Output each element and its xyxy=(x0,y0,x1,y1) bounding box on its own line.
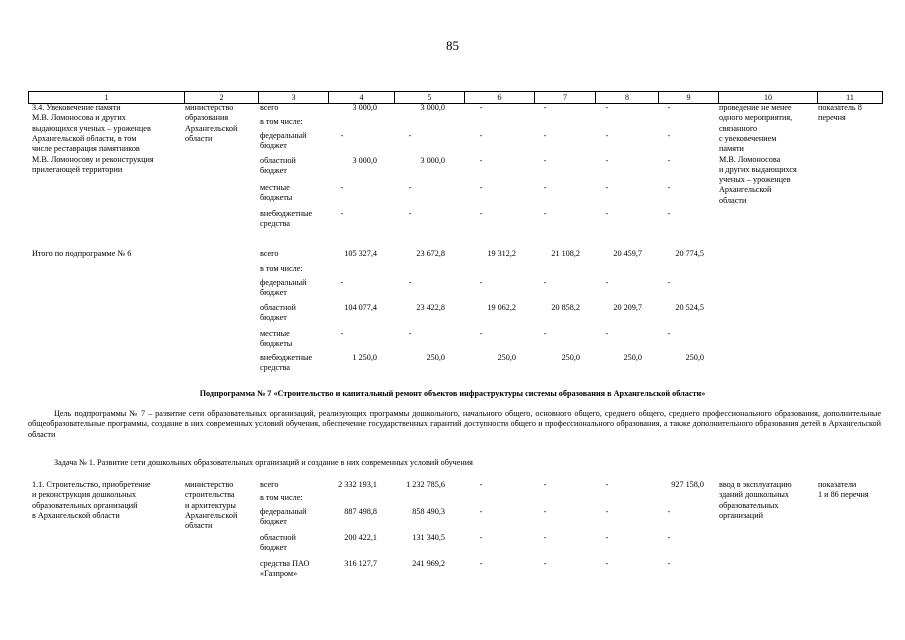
goal-paragraph xyxy=(28,409,881,440)
source-label: федеральный xyxy=(260,131,307,140)
table-cell-value: 23 672,8 xyxy=(416,249,445,258)
table-cell-value: - xyxy=(605,131,609,140)
source-label: всего xyxy=(260,103,279,112)
column-header: 8 xyxy=(595,92,658,103)
source-label: местные xyxy=(260,183,290,192)
table-cell-value: - xyxy=(479,209,483,218)
table-cell-value: 858 490,3 xyxy=(412,507,445,516)
table-cell-value: - xyxy=(543,559,547,568)
table-cell-value: - xyxy=(667,183,671,192)
table-cell-value: - xyxy=(605,533,609,542)
table-cell-value: - xyxy=(543,329,547,338)
column-header: 11 xyxy=(817,92,882,103)
table-cell-value: 250,0 xyxy=(623,353,642,362)
table-cell-value: 105 327,4 xyxy=(344,249,377,258)
table-cell-value: - xyxy=(479,533,483,542)
indicator-line: показатели xyxy=(818,480,857,489)
table-cell-value: - xyxy=(479,507,483,516)
table-cell-value: - xyxy=(543,533,547,542)
table-cell-value: 887 498,8 xyxy=(344,507,377,516)
table-cell-value: - xyxy=(479,131,483,140)
source-label: бюджет xyxy=(260,517,287,527)
table-cell-value: 200 422,1 xyxy=(344,533,377,542)
table-cell-value: - xyxy=(340,131,344,140)
source-label: бюджет xyxy=(260,166,287,176)
result-line: области xyxy=(719,195,747,205)
source-label: федеральный xyxy=(260,507,307,516)
table-cell-value: 104 077,4 xyxy=(344,303,377,312)
executor-line: области xyxy=(185,521,213,531)
result-line: памяти xyxy=(719,144,744,154)
table-cell-value: 250,0 xyxy=(561,353,580,362)
item-name-line: и реконструкция дошкольных xyxy=(32,490,137,500)
source-label: местные xyxy=(260,329,290,338)
table-cell-value: - xyxy=(667,156,671,165)
column-header: 5 xyxy=(394,92,464,103)
column-header: 4 xyxy=(328,92,394,103)
table-cell-value: 1 250,0 xyxy=(352,353,377,362)
table-cell-value: 250,0 xyxy=(497,353,516,362)
source-label: в том числе: xyxy=(260,493,303,502)
source-label: внебюджетные xyxy=(260,209,313,218)
table-cell-value: 927 158,0 xyxy=(671,480,704,489)
table-cell-value: - xyxy=(408,131,412,140)
executor-line: министерство xyxy=(185,103,234,112)
source-label: средства ПАО xyxy=(260,559,310,568)
table-cell-value: - xyxy=(543,507,547,516)
result-line: одного мероприятия, xyxy=(719,113,793,123)
table-cell-value: - xyxy=(408,183,412,192)
result-line: и других выдающихся xyxy=(719,164,797,174)
executor-line: министерство xyxy=(185,480,234,489)
table-cell-value: 19 312,2 xyxy=(487,249,516,258)
table-cell-value: 131 340,5 xyxy=(412,533,445,542)
source-label: бюджет xyxy=(260,313,287,323)
source-label: областной xyxy=(260,533,296,542)
table-cell-value: 3 000,0 xyxy=(352,156,377,165)
task-text: Задача № 1. Развитие сети дошкольных образовательных организаций и создание в них современных условий обучения xyxy=(54,458,473,467)
table-cell-value: - xyxy=(408,329,412,338)
executor-line: строительства xyxy=(185,490,235,500)
source-label: областной xyxy=(260,303,296,312)
source-label: федеральный xyxy=(260,278,307,287)
source-label: бюджет xyxy=(260,141,287,151)
source-label: «Газпром» xyxy=(260,569,298,579)
table-cell-value: - xyxy=(667,559,671,568)
page-number: 85 xyxy=(446,38,459,53)
column-header: 2 xyxy=(184,92,258,103)
item-name-line: Архангельской области, в том xyxy=(32,133,137,143)
table-cell-value: - xyxy=(605,156,609,165)
table-cell-value: - xyxy=(340,278,344,287)
indicator-line: перечня xyxy=(818,113,846,123)
table-cell-value: - xyxy=(479,559,483,568)
table-cell-value: 3 000,0 xyxy=(420,103,445,112)
indicator-line: 1 и 86 перечня xyxy=(818,490,869,500)
item-name-line: 3.4. Увековечение памяти xyxy=(32,103,121,112)
source-label: всего xyxy=(260,480,279,489)
table-cell-value: 20 209,7 xyxy=(613,303,642,312)
result-line: ученых – уроженцев xyxy=(719,175,791,185)
table-cell-value: - xyxy=(667,131,671,140)
table-cell-value: 1 232 785,6 xyxy=(406,480,445,489)
item-name-line: числе реставрация памятников xyxy=(32,144,140,154)
executor-line: области xyxy=(185,133,213,143)
total-name: Итого по подпрограмме № 6 xyxy=(32,249,132,258)
table-cell-value: - xyxy=(340,209,344,218)
column-header: 3 xyxy=(258,92,328,103)
result-line: М.В. Ломоносова xyxy=(719,154,781,164)
table-cell-value: - xyxy=(605,559,609,568)
table-cell-value: 20 858,2 xyxy=(551,303,580,312)
table-cell-value: - xyxy=(605,183,609,192)
table-cell-value: - xyxy=(543,156,547,165)
table-cell-value: - xyxy=(340,329,344,338)
source-label: средства xyxy=(260,219,291,229)
table-cell-value: - xyxy=(543,209,547,218)
table-cell-value: 21 108,2 xyxy=(551,249,580,258)
table-cell-value: 3 000,0 xyxy=(420,156,445,165)
table-cell-value: 3 000,0 xyxy=(352,103,377,112)
goal-text: Цель подпрограммы № 7 – развитие сети образовательных организаций, реализующих программы дошкольного, начального общего, основного общего, среднего общего, среднего профессионального образования, дополнительные общеобразовательные программы, создание в них современных условий обучения, обеспечение государственных гарантий доступности общего и профессионального образования, а также дополнительного образования детей в Архангельской области xyxy=(28,409,881,439)
table-cell-value: - xyxy=(543,103,547,112)
table-cell-value: 250,0 xyxy=(426,353,445,362)
source-label: всего xyxy=(260,249,279,258)
source-label: внебюджетные xyxy=(260,353,313,362)
table-cell-value: - xyxy=(479,480,483,489)
indicator-line: показатель 8 xyxy=(818,103,862,112)
source-label: областной xyxy=(260,156,296,165)
source-label: в том числе: xyxy=(260,264,303,273)
table-cell-value: - xyxy=(667,209,671,218)
table-cell-value: 241 969,2 xyxy=(412,559,445,568)
executor-line: образования xyxy=(185,113,229,123)
table-cell-value: - xyxy=(408,278,412,287)
source-label: в том числе: xyxy=(260,117,303,126)
table-cell-value: 23 422,8 xyxy=(416,303,445,312)
table-cell-value: - xyxy=(605,507,609,516)
table-cell-value: - xyxy=(605,329,609,338)
result-line: проведение не менее xyxy=(719,103,792,112)
table-cell-value: - xyxy=(667,533,671,542)
table-cell-value: - xyxy=(479,156,483,165)
table-cell-value: 20 459,7 xyxy=(613,249,642,258)
source-label: бюджеты xyxy=(260,339,293,349)
table-cell-value: 20 774,5 xyxy=(675,249,704,258)
table-cell-value: - xyxy=(479,329,483,338)
table-cell-value: 2 332 193,1 xyxy=(338,480,377,489)
table-cell-value: - xyxy=(479,183,483,192)
table-cell-value: - xyxy=(543,183,547,192)
executor-line: Архангельской xyxy=(185,123,238,133)
column-header: 10 xyxy=(718,92,817,103)
table-cell-value: - xyxy=(543,480,547,489)
table-cell-value: - xyxy=(667,329,671,338)
source-label: средства xyxy=(260,363,291,373)
result-line: организаций xyxy=(719,510,763,520)
table-cell-value: - xyxy=(543,131,547,140)
table-cell-value: 19 062,2 xyxy=(487,303,516,312)
table-cell-value: 20 524,5 xyxy=(675,303,704,312)
column-header: 1 xyxy=(104,93,109,102)
column-header: 6 xyxy=(464,92,534,103)
subprogram-title: Подпрограмма № 7 «Строительство и капитальный ремонт объектов инфраструктуры системы образования в Архангельской области» xyxy=(199,389,706,398)
item-name-line: 1.1. Строительство, приобретение xyxy=(32,480,151,489)
column-header: 9 xyxy=(658,92,718,103)
table-cell-value: - xyxy=(605,209,609,218)
table-cell-value: 250,0 xyxy=(685,353,704,362)
table-cell-value: - xyxy=(605,480,609,489)
result-line: с увековечением xyxy=(719,133,777,143)
table-cell-value: 316 127,7 xyxy=(344,559,377,568)
table-cell-value: - xyxy=(605,103,609,112)
source-label: бюджет xyxy=(260,543,287,553)
result-line: связанного xyxy=(719,123,758,133)
source-label: бюджеты xyxy=(260,193,293,203)
table-cell-value: - xyxy=(479,103,483,112)
table-cell-value: - xyxy=(340,183,344,192)
result-line: зданий дошкольных xyxy=(719,490,789,500)
table-cell-value: - xyxy=(667,278,671,287)
item-name-line: прилегающей территории xyxy=(32,164,123,174)
executor-line: Архангельской xyxy=(185,510,238,520)
item-name-line: выдающихся ученых – уроженцев xyxy=(32,123,151,133)
result-line: ввод в эксплуатацию xyxy=(719,480,792,489)
executor-line: и архитектуры xyxy=(185,500,236,510)
table-cell-value: - xyxy=(667,103,671,112)
table-cell-value: - xyxy=(408,209,412,218)
table-cell-value: - xyxy=(605,278,609,287)
task-paragraph xyxy=(28,458,881,468)
table-cell-value: - xyxy=(479,278,483,287)
item-name-line: в Архангельской области xyxy=(32,510,120,520)
source-label: бюджет xyxy=(260,288,287,298)
item-name-line: образовательных организаций xyxy=(32,500,138,510)
table-cell-value: - xyxy=(667,507,671,516)
column-header: 7 xyxy=(534,92,595,103)
table-cell-value: - xyxy=(543,278,547,287)
result-line: образовательных xyxy=(719,500,779,510)
item-name-line: М.В. Ломоносову и реконструкция xyxy=(32,154,154,164)
result-line: Архангельской xyxy=(719,185,772,195)
item-name-line: М.В. Ломоносова и других xyxy=(32,113,126,123)
